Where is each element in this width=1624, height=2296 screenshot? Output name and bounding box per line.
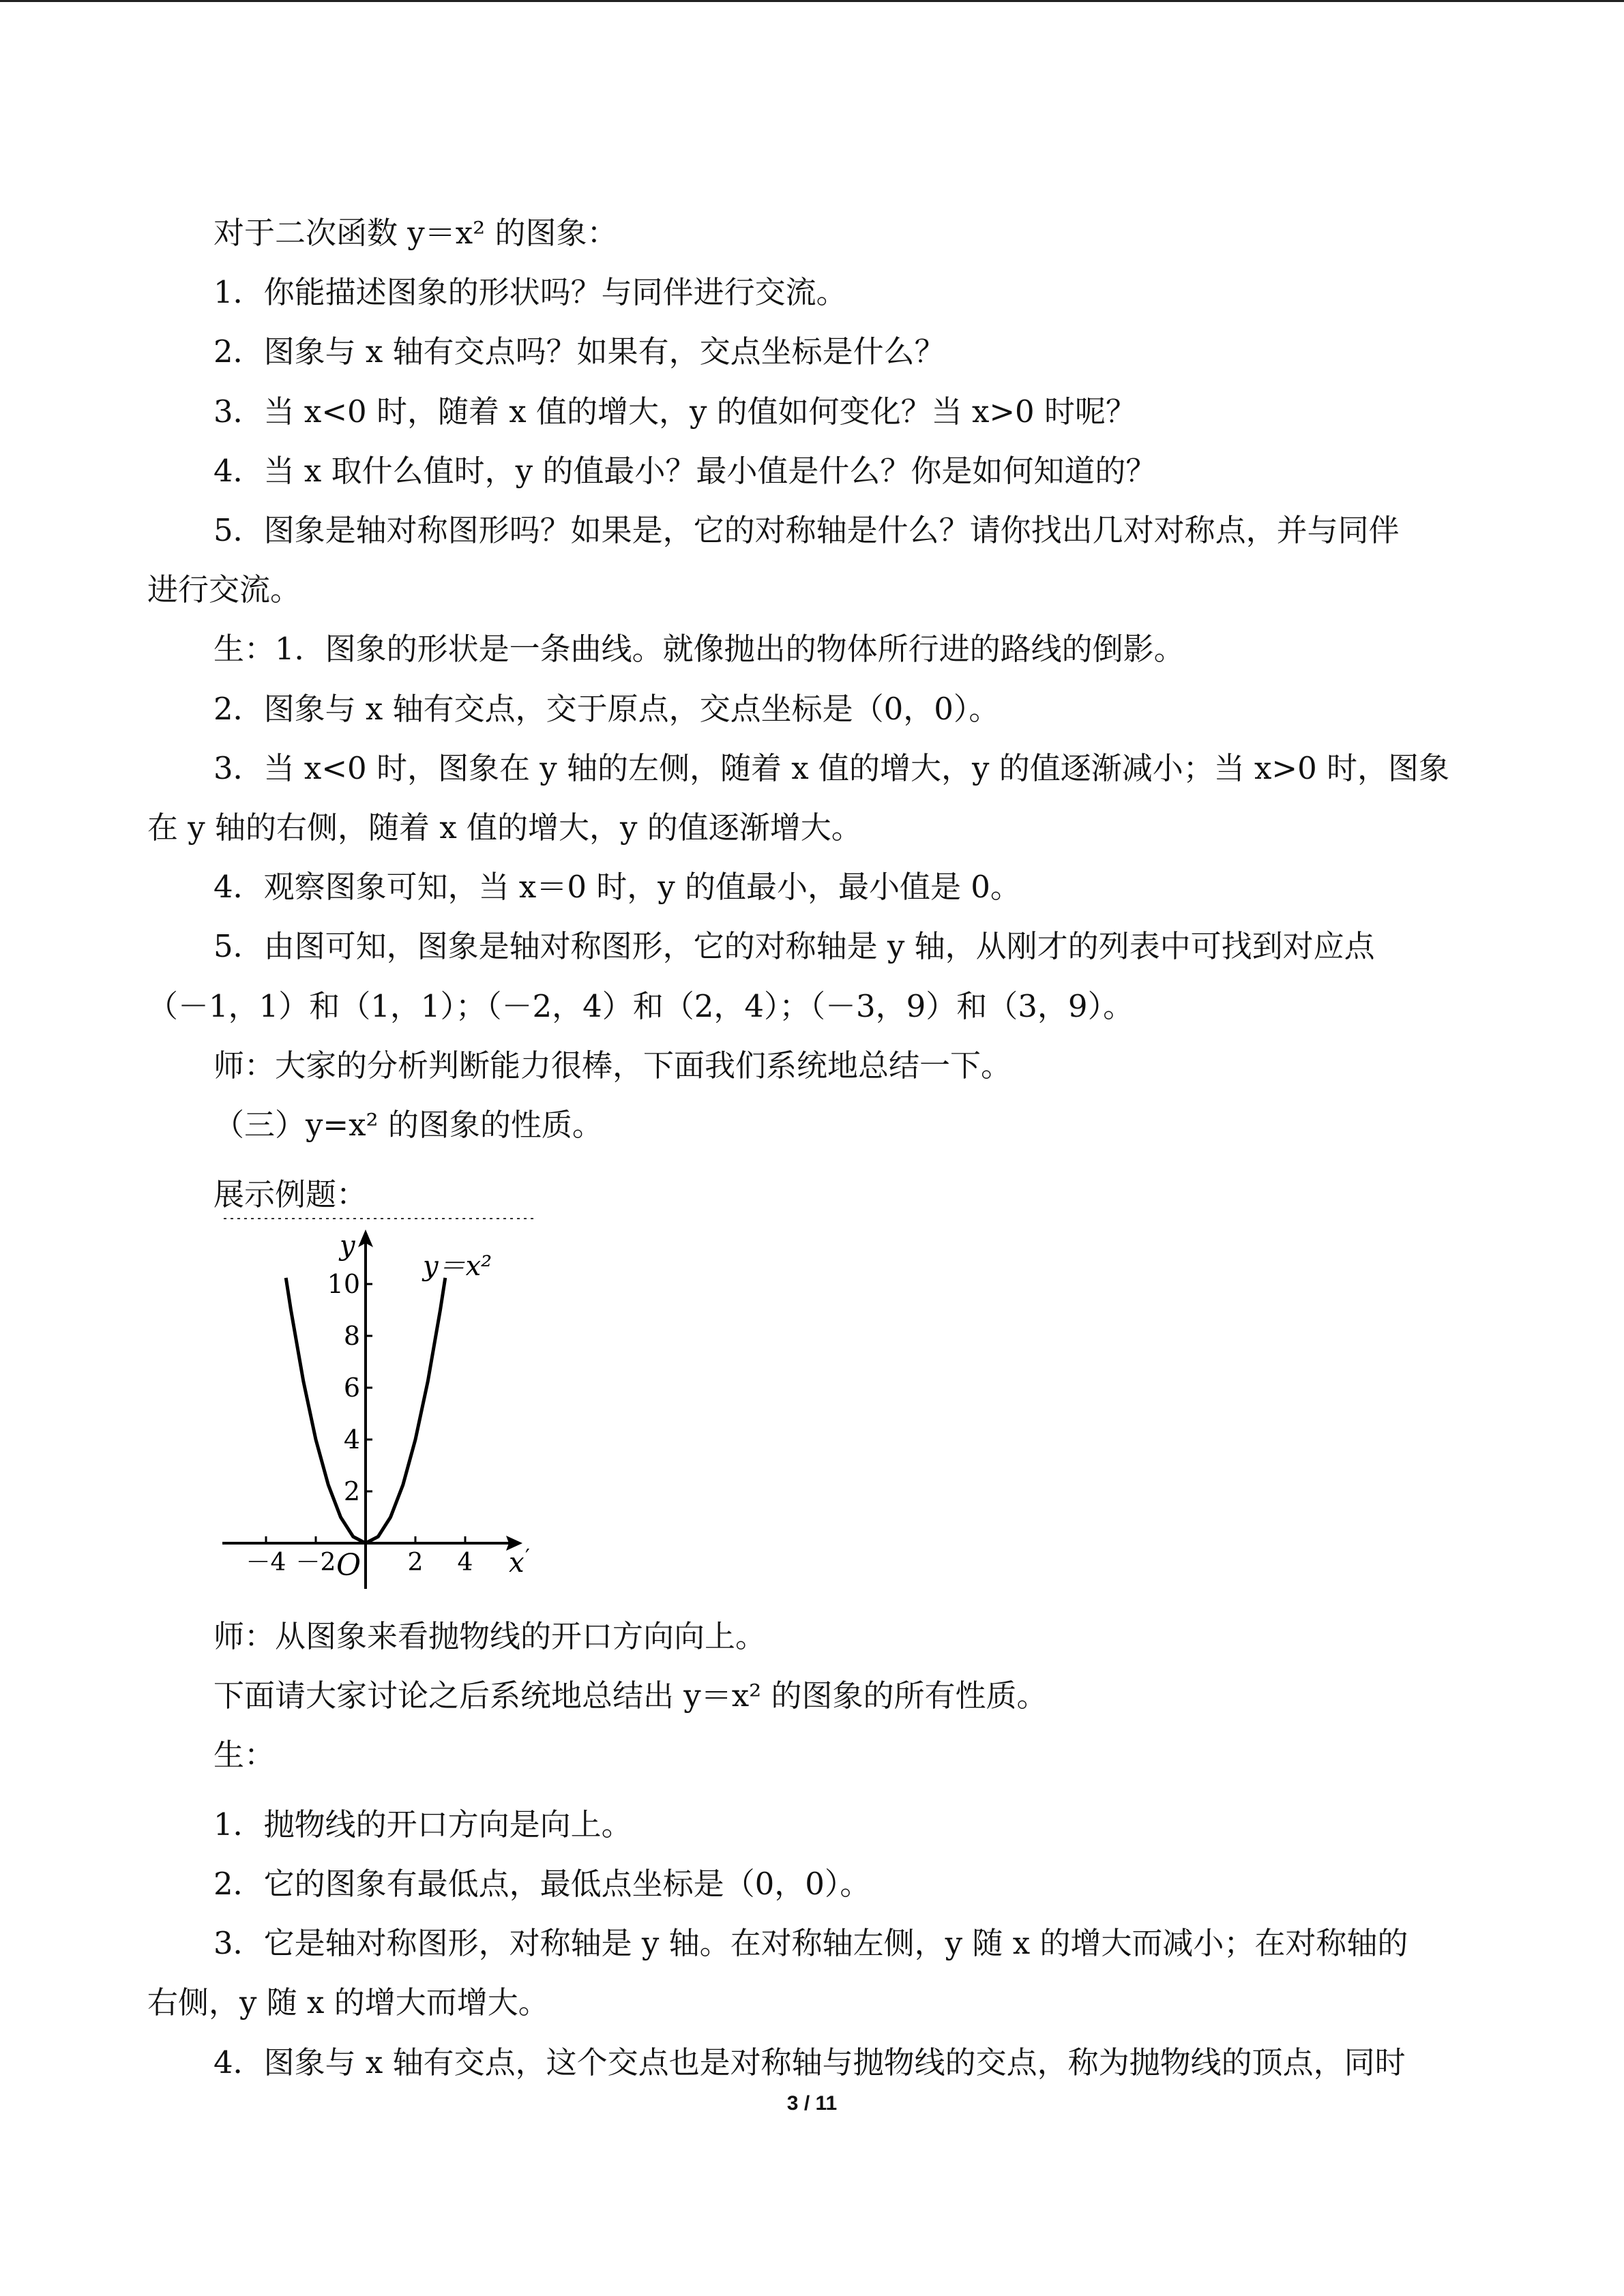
- curve-label: y＝x²: [423, 1251, 492, 1282]
- y-axis-label: y: [340, 1230, 355, 1262]
- paragraph: 3．当 x<0 时，随着 x 值的增大，y 的值如何变化？当 x>0 时呢？: [213, 393, 1136, 430]
- paragraph: 5．由图可知，图象是轴对称图形，它的对称轴是 y 轴，从刚才的列表中可找到对应点: [213, 928, 1375, 964]
- x-tick-label: 2: [407, 1549, 424, 1577]
- paragraph: 对于二次函数 y＝x² 的图象：: [213, 215, 618, 251]
- page-number: 3 / 11: [786, 2092, 838, 2115]
- paragraph: 生：: [213, 1737, 276, 1773]
- paragraph: 4．图象与 x 轴有交点，这个交点也是对称轴与抛物线的交点，称为抛物线的顶点，同时: [213, 2044, 1406, 2081]
- page-top-border: [0, 0, 1624, 2]
- paragraph: 5．图象是轴对称图形吗？如果是，它的对称轴是什么？请你找出几对对称点，并与同伴: [213, 512, 1400, 548]
- section-heading: （三）y=x² 的图象的性质。: [213, 1107, 603, 1143]
- y-tick-label: 2: [343, 1476, 360, 1506]
- paragraph: 3．当 x<0 时，图象在 y 轴的左侧，随着 x 值的增大，y 的值逐渐减小；当 x>0 时，图象: [213, 750, 1450, 786]
- paragraph: 3．它是轴对称图形，对称轴是 y 轴。在对称轴左侧，y 随 x 的增大而减小；在对称轴的: [213, 1925, 1408, 1961]
- x-tick-label: －4: [246, 1549, 286, 1577]
- paragraph: 2．图象与 x 轴有交点吗？如果有，交点坐标是什么？: [213, 333, 945, 370]
- paragraph: 生：1．图象的形状是一条曲线。就像抛出的物体所行进的路线的倒影。: [213, 631, 1185, 667]
- y-tick-label: 4: [343, 1425, 360, 1455]
- paragraph: 师：大家的分析判断能力很棒，下面我们系统地总结一下。: [213, 1047, 1012, 1084]
- paragraph: 4．当 x 取什么值时，y 的值最小？最小值是什么？你是如何知道的？: [213, 453, 1157, 489]
- paragraph: 1．你能描述图象的形状吗？与同伴进行交流。: [213, 274, 847, 310]
- x-axis-prime-mark: ′: [525, 1545, 530, 1569]
- parabola-figure: [217, 1217, 544, 1599]
- x-axis-label: x: [509, 1547, 525, 1579]
- paragraph: 2．它的图象有最低点，最低点坐标是（0，0）。: [213, 1866, 871, 1902]
- paragraph: 师：从图象来看抛物线的开口方向向上。: [213, 1618, 767, 1654]
- paragraph: （－1，1）和（1，1）；（－2，4）和（2，4）；（－3，9）和（3，9）。: [147, 988, 1134, 1024]
- paragraph: 右侧，y 随 x 的增大而增大。: [147, 1984, 549, 2021]
- x-tick-label: －2: [295, 1549, 336, 1577]
- origin-label: O: [336, 1548, 361, 1583]
- y-tick-label: 10: [327, 1269, 360, 1299]
- y-tick-label: 6: [343, 1373, 360, 1403]
- x-tick-label: 4: [457, 1549, 473, 1577]
- paragraph: 2．图象与 x 轴有交点，交于原点，交点坐标是（0，0）。: [213, 691, 1000, 727]
- paragraph: 在 y 轴的右侧，随着 x 值的增大，y 的值逐渐增大。: [147, 809, 862, 846]
- paragraph: 4．观察图象可知，当 x＝0 时，y 的值最小，最小值是 0。: [213, 869, 1021, 905]
- paragraph: 进行交流。: [147, 571, 301, 608]
- paragraph: 展示例题：: [213, 1176, 368, 1212]
- paragraph: 1．抛物线的开口方向是向上。: [213, 1806, 632, 1843]
- y-tick-label: 8: [343, 1321, 360, 1351]
- paragraph: 下面请大家讨论之后系统地总结出 y＝x² 的图象的所有性质。: [213, 1678, 1048, 1714]
